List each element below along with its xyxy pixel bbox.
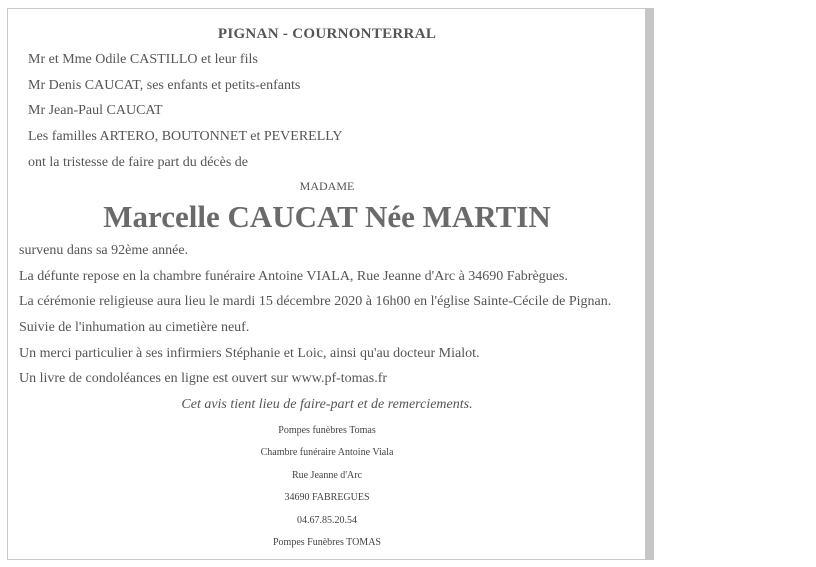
footer-line: Pompes funèbres Tomas bbox=[278, 425, 376, 436]
body-line: La cérémonie religieuse aura lieu le mardi 15 décembre 2020 à 16h00 en l'église Sainte-Cécile de Pignan. bbox=[19, 294, 612, 309]
family-line: Les familles ARTERO, BOUTONNET et PEVERELLY bbox=[28, 129, 343, 144]
footer-line: 34690 FABREGUES bbox=[284, 492, 370, 503]
obituary-notice bbox=[7, 8, 654, 560]
body-line: La défunte repose en la chambre funéraire Antoine VIALA, Rue Jeanne d'Arc à 34690 Fabrègues. bbox=[19, 269, 568, 284]
body-line: Un merci particulier à ses infirmiers Stéphanie et Loic, ainsi qu'au docteur Mialot. bbox=[19, 346, 480, 361]
footer-line: 04.67.85.20.54 bbox=[297, 515, 357, 526]
condolence-link-line: Un livre de condoléances en ligne est ouvert sur www.pf-tomas.fr bbox=[19, 371, 388, 386]
deceased-name: Marcelle CAUCAT Née MARTIN bbox=[103, 199, 551, 234]
honorific: MADAME bbox=[299, 179, 355, 193]
footer-line: Rue Jeanne d'Arc bbox=[291, 470, 363, 481]
closing-note: Cet avis tient lieu de faire-part et de remerciements. bbox=[181, 397, 473, 412]
family-line: ont la tristesse de faire part du décès de bbox=[28, 155, 249, 170]
footer-line: Chambre funéraire Antoine Viala bbox=[260, 447, 394, 458]
family-line: Mr Denis CAUCAT, ses enfants et petits-enfants bbox=[28, 78, 301, 93]
body-line: survenu dans sa 92ème année. bbox=[19, 243, 189, 258]
notice-header: PIGNAN - COURNONTERRAL bbox=[217, 26, 437, 42]
footer-line: Pompes Funèbres TOMAS bbox=[273, 537, 381, 548]
family-line: Mr Jean-Paul CAUCAT bbox=[28, 103, 163, 118]
body-line: Suivie de l'inhumation au cimetière neuf. bbox=[19, 320, 250, 335]
family-line: Mr et Mme Odile CASTILLO et leur fils bbox=[28, 52, 258, 67]
